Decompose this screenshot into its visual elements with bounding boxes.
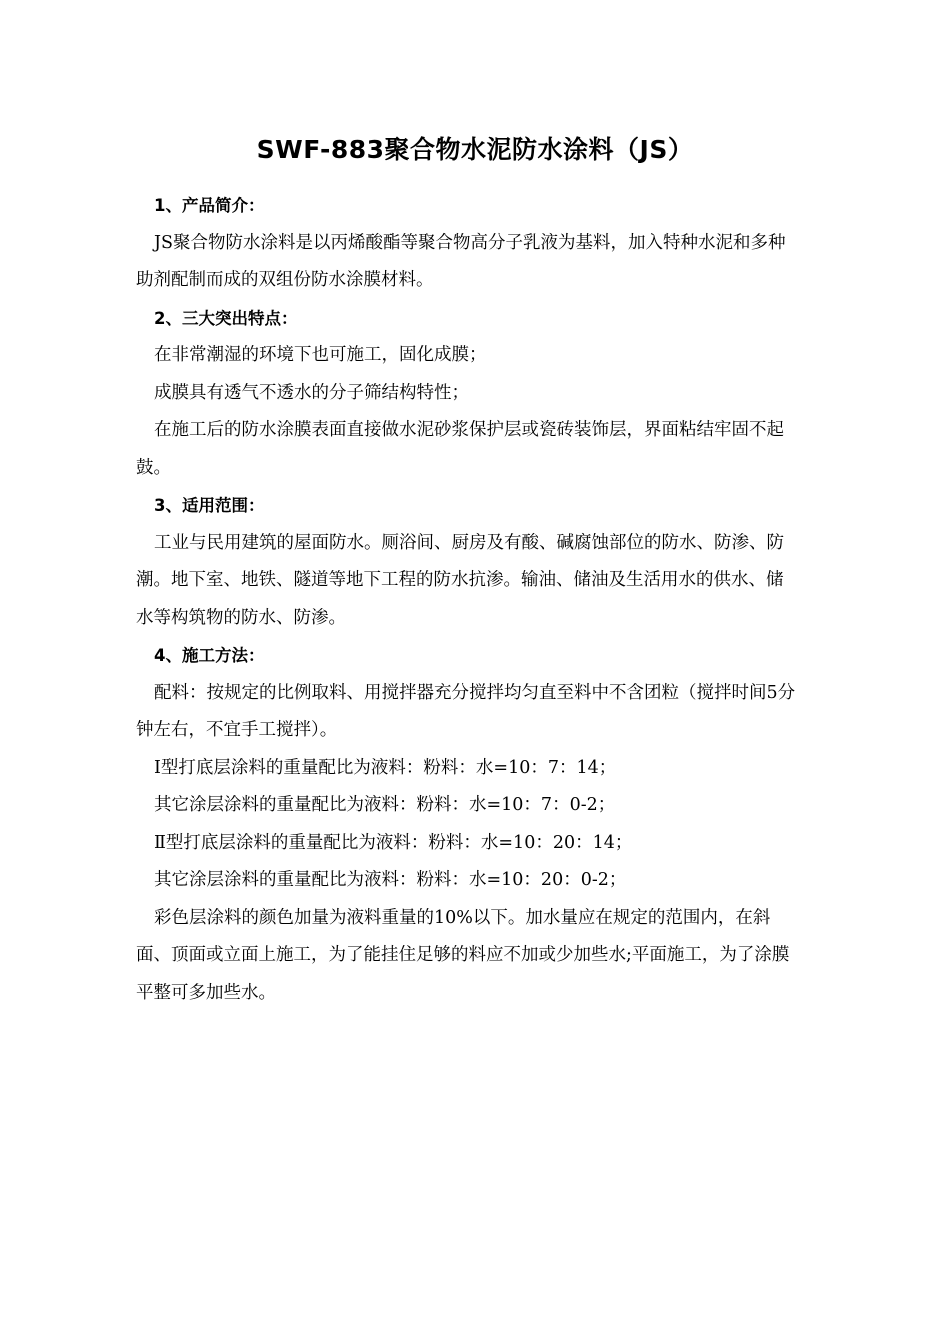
- paragraph: 彩色层涂料的颜色加量为液料重量的10%以下。加水量应在规定的范围内，在斜面、顶面或立面上施工，为了能挂住足够的料应不加或少加些水;平面施工，为了涂膜平整可多加些水。: [136, 907, 790, 1003]
- section-heading: 1、产品简介：: [154, 196, 265, 215]
- paragraph: JS聚合物防水涂料是以丙烯酸酯等聚合物高分子乳液为基料，加入特种水泥和多种助剂配制而成的双组份防水涂膜材料。: [136, 232, 786, 290]
- paragraph: Ⅰ型打底层涂料的重量配比为液料：粉料：水=10：7：14；: [154, 757, 617, 778]
- paragraph: 在非常潮湿的环境下也可施工，固化成膜；: [154, 345, 487, 365]
- paragraph: 工业与民用建筑的屋面防水。厕浴间、厨房及有酸、碱腐蚀部位的防水、防渗、防潮。地下室、地铁、隧道等地下工程的防水抗渗。输油、储油及生活用水的供水、储水等构筑物的防水、防渗。: [136, 532, 784, 628]
- section-heading: 3、适用范围：: [154, 496, 265, 515]
- paragraph: 其它涂层涂料的重量配比为液料：粉料：水=10：7：0-2；: [154, 795, 616, 815]
- section-heading: 4、施工方法：: [154, 646, 265, 665]
- document-body: [136, 187, 796, 1012]
- paragraph: 其它涂层涂料的重量配比为液料：粉料：水=10：20：0-2；: [154, 870, 627, 890]
- section-heading: 2、三大突出特点：: [154, 308, 298, 328]
- paragraph: 成膜具有透气不透水的分子筛结构特性；: [154, 382, 469, 403]
- paragraph: 配料：按规定的比例取料、用搅拌器充分搅拌均匀直至料中不含团粒（搅拌时间5分钟左右，不宜手工搅拌）。: [136, 682, 796, 740]
- paragraph: 在施工后的防水涂膜表面直接做水泥砂浆保护层或瓷砖装饰层，界面粘结牢固不起鼓。: [136, 420, 784, 478]
- paragraph: Ⅱ型打底层涂料的重量配比为液料：粉料：水=10：20：14；: [154, 832, 633, 853]
- document-title: SWF-883聚合物水泥防水涂料（JS）: [256, 135, 694, 164]
